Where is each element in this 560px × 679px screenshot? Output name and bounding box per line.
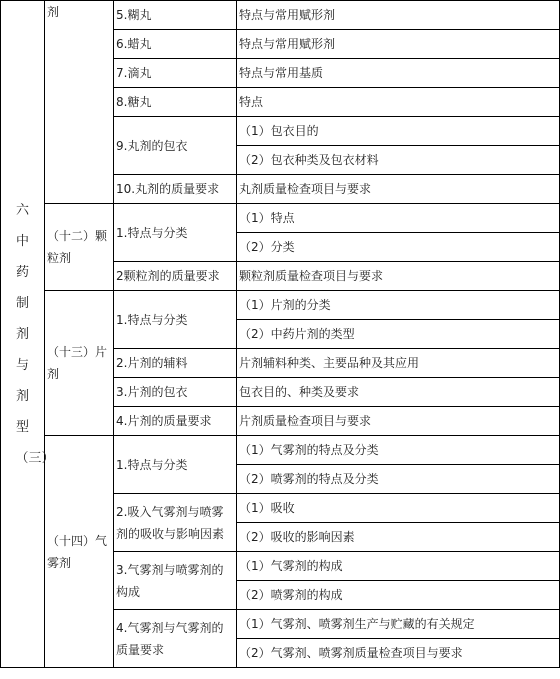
content-cell: （2）中药片剂的类型 bbox=[237, 320, 560, 349]
section-title bbox=[1, 1, 55, 668]
topic-cell: 10.丸剂的质量要求 bbox=[114, 175, 237, 204]
content-cell: 丸剂质量检查项目与要求 bbox=[237, 175, 560, 204]
topic-cell: 5.糊丸 bbox=[114, 1, 237, 30]
content-cell: 颗粒剂质量检查项目与要求 bbox=[237, 262, 560, 291]
table-row bbox=[1, 291, 560, 320]
content-cell: （2）包衣种类及包衣材料 bbox=[237, 146, 560, 175]
topic-cell: 3.片剂的包衣 bbox=[114, 378, 237, 407]
topic-cell: 1.特点与分类 bbox=[114, 291, 237, 349]
topic-cell: 1.特点与分类 bbox=[114, 436, 237, 494]
content-cell: 特点与常用赋形剂 bbox=[237, 1, 560, 30]
content-cell: （2）分类 bbox=[237, 233, 560, 262]
topic-cell: 8.糖丸 bbox=[114, 88, 237, 117]
topic-cell: 6.蜡丸 bbox=[114, 30, 237, 59]
group-name: （十四）气雾剂 bbox=[45, 436, 114, 668]
content-cell: 特点与常用赋形剂 bbox=[237, 30, 560, 59]
content-cell: 包衣目的、种类及要求 bbox=[237, 378, 560, 407]
table-row bbox=[1, 204, 560, 233]
group-name: 剂 bbox=[45, 1, 114, 204]
topic-cell: 1.特点与分类 bbox=[114, 204, 237, 262]
topic-cell: 2.片剂的辅料 bbox=[114, 349, 237, 378]
topic-cell: 2颗粒剂的质量要求 bbox=[114, 262, 237, 291]
topic-cell: 3.气雾剂与喷雾剂的构成 bbox=[114, 552, 237, 610]
content-cell: （1）气雾剂的构成 bbox=[237, 552, 560, 581]
group-name: （十三）片剂 bbox=[45, 291, 114, 436]
section-title-text: 六中药制剂与剂型（三） bbox=[15, 202, 55, 466]
content-cell: （1）特点 bbox=[237, 204, 560, 233]
table-row bbox=[1, 1, 560, 30]
topic-cell: 2.吸入气雾剂与喷雾剂的吸收与影响因素 bbox=[114, 494, 237, 552]
content-cell: （1）气雾剂、喷雾剂生产与贮藏的有关规定 bbox=[237, 610, 560, 639]
topic-cell: 4.气雾剂与气雾剂的质量要求 bbox=[114, 610, 237, 668]
content-cell: 特点与常用基质 bbox=[237, 59, 560, 88]
content-cell: （2）喷雾剂的特点及分类 bbox=[237, 465, 560, 494]
content-cell: （1）片剂的分类 bbox=[237, 291, 560, 320]
content-cell: （1）气雾剂的特点及分类 bbox=[237, 436, 560, 465]
content-cell: （2）喷雾剂的构成 bbox=[237, 581, 560, 610]
topic-cell: 7.滴丸 bbox=[114, 59, 237, 88]
content-cell: 特点 bbox=[237, 88, 560, 117]
group-name: （十二）颗粒剂 bbox=[45, 204, 114, 291]
topic-cell: 4.片剂的质量要求 bbox=[114, 407, 237, 436]
topic-cell: 9.丸剂的包衣 bbox=[114, 117, 237, 175]
table-row bbox=[1, 436, 560, 465]
content-cell: （2）吸收的影响因素 bbox=[237, 523, 560, 552]
content-cell: （1）吸收 bbox=[237, 494, 560, 523]
content-cell: （2）气雾剂、喷雾剂质量检查项目与要求 bbox=[237, 639, 560, 668]
content-cell: 片剂质量检查项目与要求 bbox=[237, 407, 560, 436]
content-cell: （1）包衣目的 bbox=[237, 117, 560, 146]
content-cell: 片剂辅料种类、主要品种及其应用 bbox=[237, 349, 560, 378]
